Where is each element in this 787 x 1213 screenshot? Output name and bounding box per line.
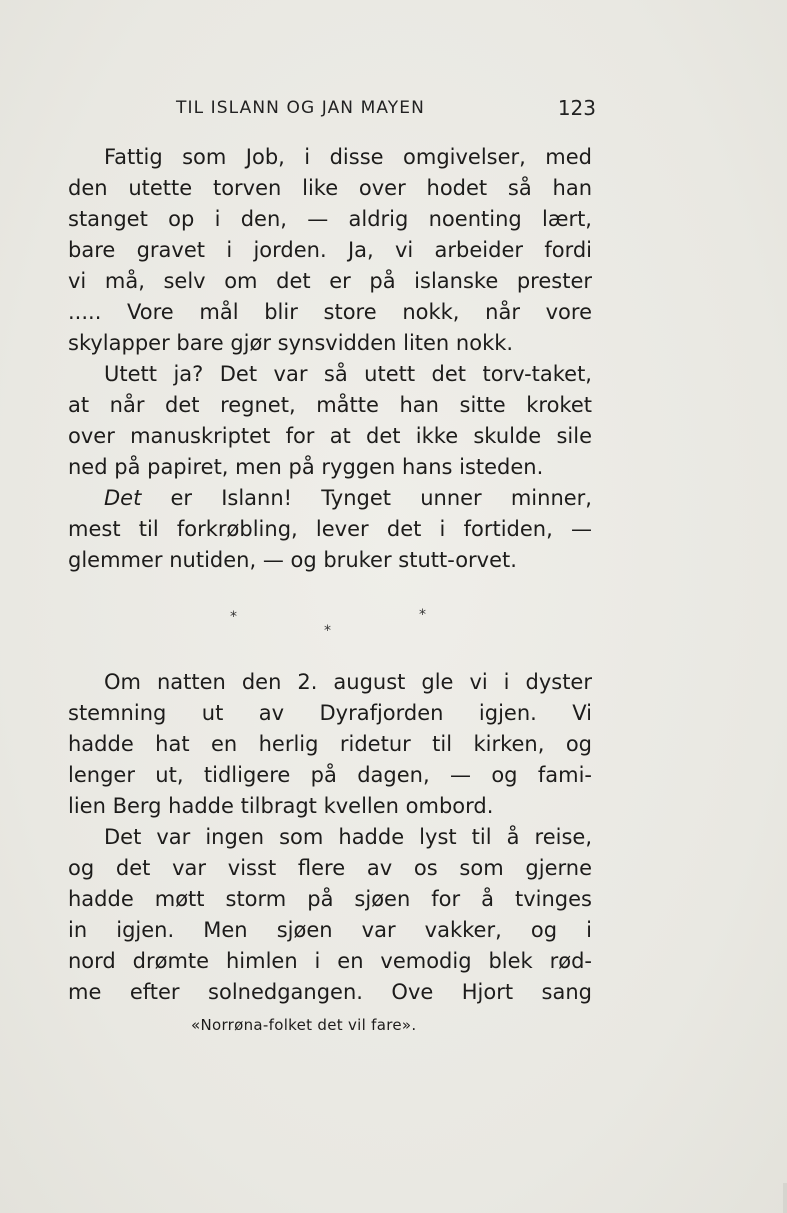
text-line: ..... Vore mål blir store nokk, når vore bbox=[68, 300, 592, 324]
text-line: og det var visst flere av os som gjerne bbox=[68, 856, 592, 880]
text-line: over manuskriptet for at det ikke skulde sile bbox=[68, 424, 592, 448]
text-line: glemmer nutiden, — og bruker stutt-orvet. bbox=[68, 548, 517, 572]
text-line: me efter solnedgangen. Ove Hjort sang bbox=[68, 980, 592, 1004]
text-line: Om natten den 2. august gle vi i dyster bbox=[104, 670, 592, 694]
text-line: Det var ingen som hadde lyst til å reise, bbox=[104, 825, 592, 849]
section-separator bbox=[0, 603, 787, 643]
text-line: Utett ja? Det var så utett det torv-taket, bbox=[104, 362, 592, 386]
text-line: vi må, selv om det er på islanske prester bbox=[68, 269, 592, 293]
asterisk: * bbox=[324, 623, 331, 639]
body-text-lower bbox=[68, 667, 592, 1008]
text-line: at når det regnet, måtte han sitte kroket bbox=[68, 393, 592, 417]
asterisk: * bbox=[230, 609, 237, 625]
song-title: «Norrøna-folket det vil fare». bbox=[191, 1016, 417, 1034]
text-line: mest til forkrøbling, lever det i fortiden, — bbox=[68, 517, 592, 541]
text-line: in igjen. Men sjøen var vakker, og i bbox=[68, 918, 592, 942]
text-line: stanget op i den, — aldrig noenting lært, bbox=[68, 207, 592, 231]
italic-word: Det bbox=[104, 486, 142, 510]
text-line: nord drømte himlen i en vemodig blek rød- bbox=[68, 949, 592, 973]
text-line: lenger ut, tidligere på dagen, — og fami- bbox=[68, 763, 592, 787]
text-line: bare gravet i jorden. Ja, vi arbeider fordi bbox=[68, 238, 592, 262]
page-number: 123 bbox=[557, 96, 596, 120]
asterisk: * bbox=[419, 607, 426, 623]
text-line: lien Berg hadde tilbragt kvellen ombord. bbox=[68, 794, 494, 818]
text-line: ned på papiret, men på ryggen hans isteden. bbox=[68, 455, 544, 479]
page-header bbox=[176, 96, 596, 124]
text-line: hadde møtt storm på sjøen for å tvinges bbox=[68, 887, 592, 911]
running-head: TIL ISLANN OG JAN MAYEN bbox=[176, 98, 425, 118]
text-line: hadde hat en herlig ridetur til kirken, og bbox=[68, 732, 592, 756]
text-line: stemning ut av Dyrafjorden igjen. Vi bbox=[68, 701, 592, 725]
line-rest: er Islann! Tynget unner minner, bbox=[141, 486, 592, 510]
body-text-upper bbox=[68, 142, 592, 576]
text-line: den utette torven like over hodet så han bbox=[68, 176, 592, 200]
text-line: Fattig som Job, i disse omgivelser, med bbox=[104, 145, 592, 169]
page-edge-shadow bbox=[783, 1183, 787, 1213]
text-line: skylapper bare gjør synsvidden liten nokk. bbox=[68, 331, 514, 355]
text-line bbox=[68, 483, 592, 514]
